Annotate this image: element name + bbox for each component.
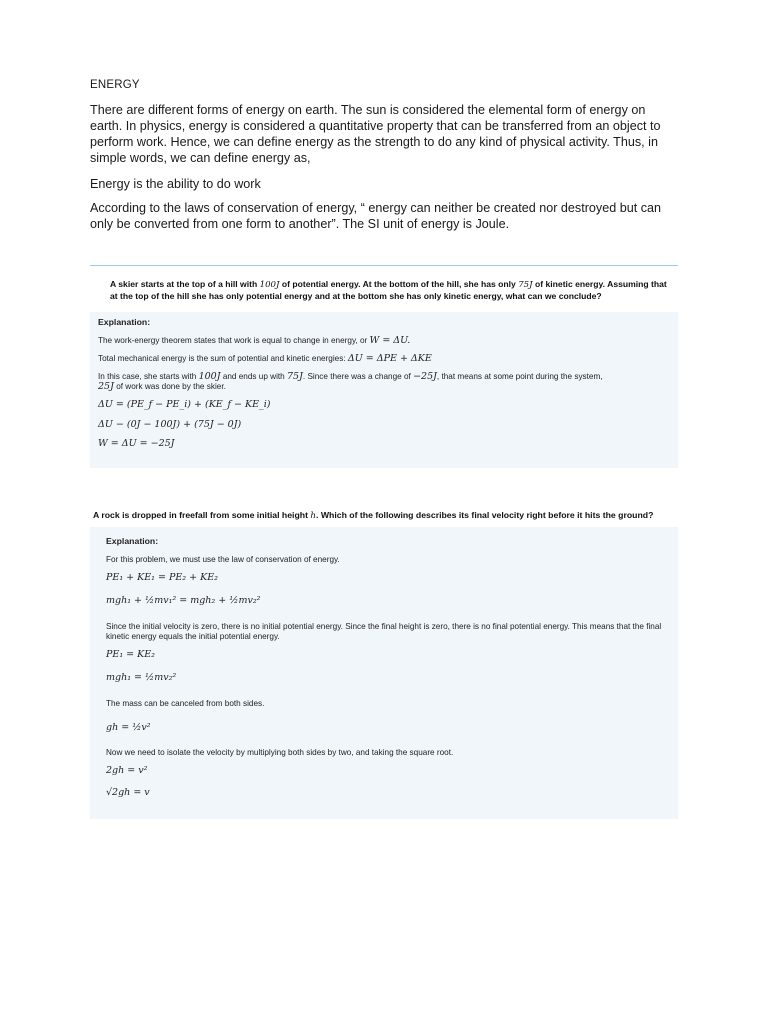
- p1-line3-m3: −25J: [413, 371, 437, 382]
- p1-line4-text: of work was done by the skier.: [116, 382, 226, 391]
- p1-line3-m1: 100J: [198, 371, 221, 382]
- p1-explanation-label: Explanation:: [98, 317, 151, 327]
- q1-text-b: of potential energy. At the bottom of the hill, she has only: [279, 279, 519, 289]
- p1-eq2: ΔU − (0J − 100J) + (75J − 0J): [98, 419, 242, 430]
- conservation-paragraph: According to the laws of conservation of energy, “ energy can neither be created nor destroyed but can only be converted from one form to another”. The SI unit of energy is Joule.: [90, 201, 662, 231]
- p2-line1: For this problem, we must use the law of conservation of energy.: [106, 555, 340, 564]
- q1-math-2: 75J: [518, 280, 533, 290]
- p2-eq7: √2gh = v: [106, 787, 150, 798]
- p2-eq3: PE₁ = KE₂: [106, 649, 155, 660]
- p1-line3-a: In this case, she starts with: [98, 372, 197, 381]
- p1-line2-text: Total mechanical energy is the sum of potential and kinetic energies:: [98, 354, 346, 363]
- q2-math: h: [310, 511, 316, 521]
- q1-text-c: of kinetic energy. Assuming that at the top of the hill she has only potential energy and at the bottom she has only kinetic energy, what can we conclude?: [110, 279, 667, 301]
- problem2-explanation: [90, 527, 678, 819]
- p2-eq4: mgh₁ = ½mv₂²: [106, 672, 177, 683]
- p1-eq3: W = ΔU = −25J: [98, 438, 175, 449]
- p1-line1: [98, 336, 410, 346]
- problem2-question: [93, 510, 693, 521]
- p1-line1-text: The work-energy theorem states that work is equal to change in energy, or: [98, 336, 368, 345]
- q1-math-1: 100J: [259, 280, 280, 290]
- p1-line3-b: and ends up with: [222, 372, 285, 381]
- p2-eq2: mgh₁ + ½mv₁² = mgh₂ + ½mv₂²: [106, 595, 261, 606]
- p2-line4: Now we need to isolate the velocity by multiplying both sides by two, and taking the square root.: [106, 748, 454, 757]
- q2-text-b: . Which of the following describes its final velocity right before it hits the ground?: [316, 510, 654, 520]
- p1-line3: [98, 372, 673, 392]
- p1-line4-math: 25J: [98, 381, 114, 392]
- p2-eq1: PE₁ + KE₁ = PE₂ + KE₂: [106, 572, 218, 583]
- p1-line1-math: W = ΔU.: [369, 335, 411, 346]
- p2-eq6: 2gh = v²: [106, 765, 148, 776]
- p1-line2-math: ΔU = ΔPE + ΔKE: [347, 353, 432, 364]
- p2-explanation-label: Explanation:: [106, 536, 159, 546]
- problem1-card: [90, 265, 678, 468]
- p1-line3-m2: 75J: [287, 371, 303, 382]
- p2-line3: The mass can be canceled from both sides.: [106, 699, 265, 708]
- q2-text-a: A rock is dropped in freefall from some initial height: [93, 510, 308, 520]
- problem1-question: [110, 279, 670, 302]
- p2-line2: Since the initial velocity is zero, there is no initial potential energy. Since the final height is zero, there is no final potential energy. This means that the final kinetic energy equals the initial potential energy.: [106, 622, 662, 641]
- p1-eq1: ΔU = (PE_f − PE_i) + (KE_f − KE_i): [98, 399, 271, 410]
- intro-paragraph: There are different forms of energy on earth. The sun is considered the elemental form of energy on earth. In physics, energy is considered a quantitative property that can be transferred from an object to perform work. Hence, we can define energy as the strength to do any kind of physical activity. Thus, in simple words, we can define energy as,: [90, 103, 661, 165]
- problem1-explanation: [90, 312, 678, 468]
- definition-paragraph: Energy is the ability to do work: [90, 177, 261, 191]
- p1-line3-c: . Since there was a change of: [302, 372, 411, 381]
- p1-line3-d: , that means at some point during the system,: [436, 372, 603, 381]
- document-heading: ENERGY: [90, 79, 140, 91]
- p2-eq5: gh = ½v²: [106, 722, 151, 733]
- q1-text-a: A skier starts at the top of a hill with: [110, 279, 260, 289]
- p1-line2: [98, 354, 432, 364]
